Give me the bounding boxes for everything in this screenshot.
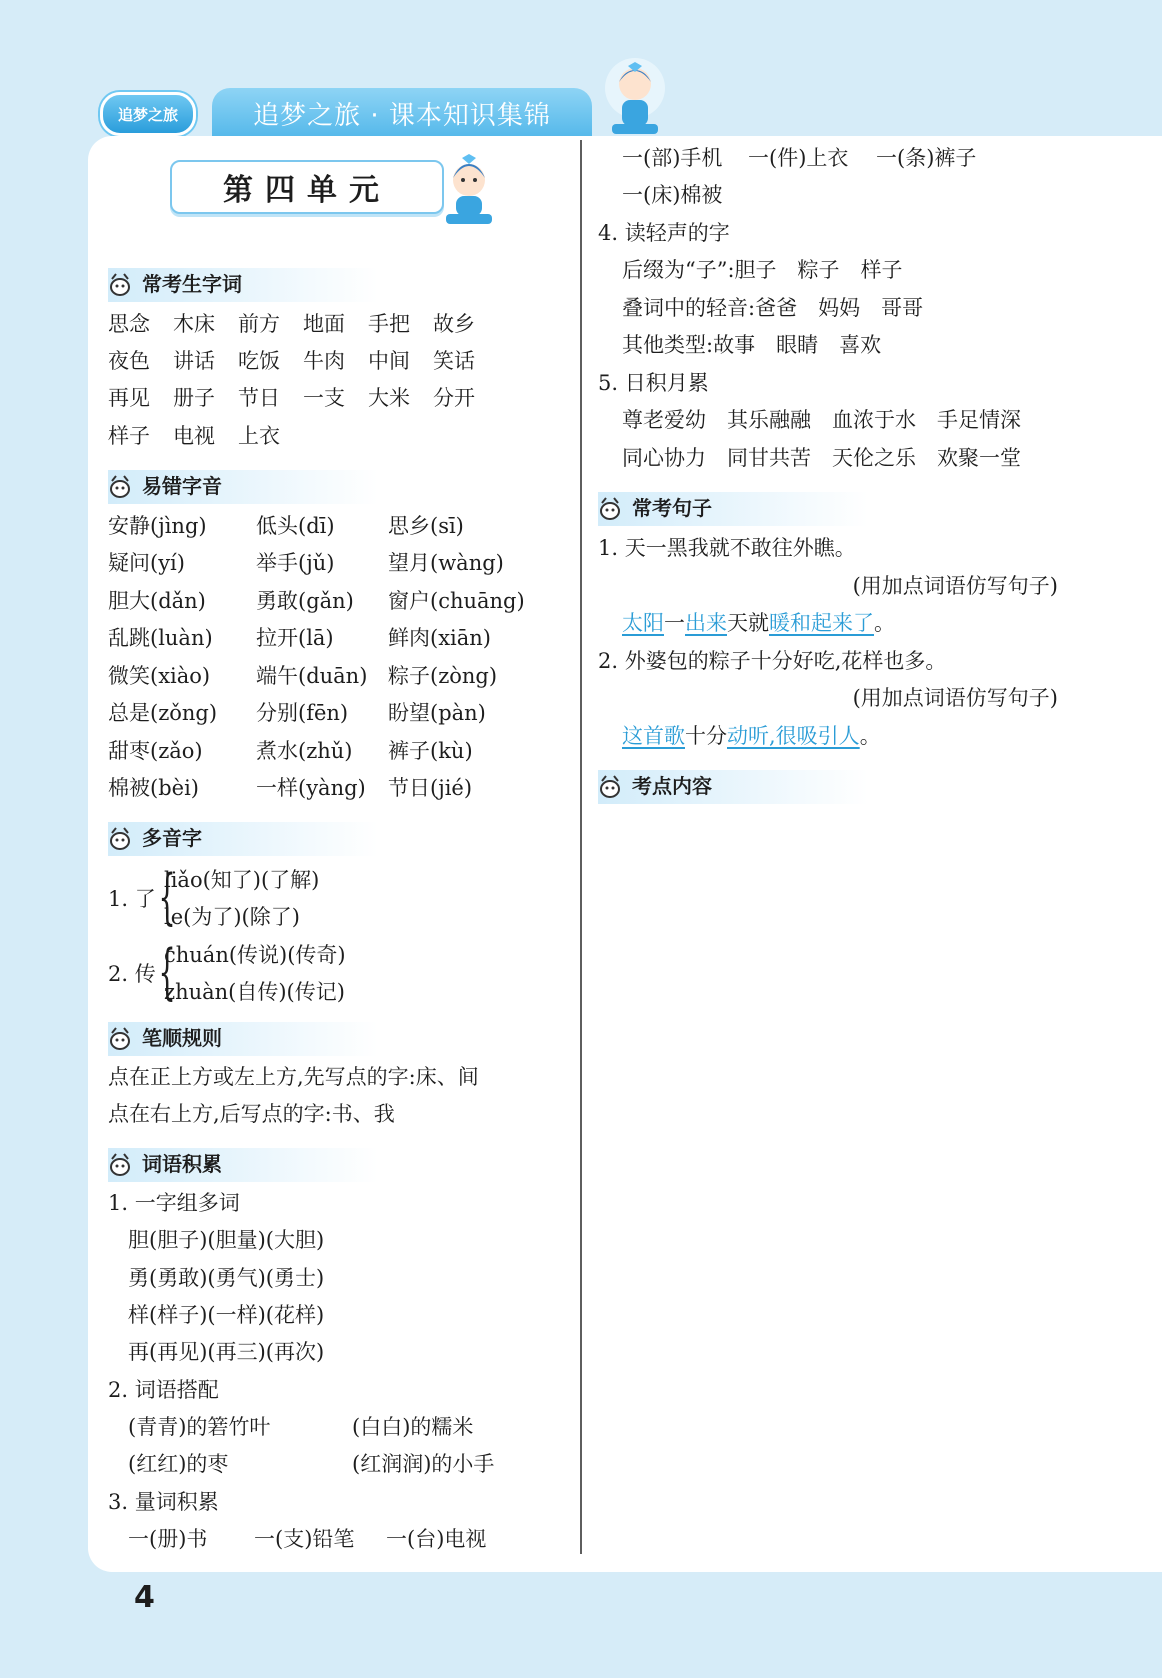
section-header: [108, 470, 378, 504]
measure-word: 一(册)书: [128, 1527, 208, 1551]
sub-heading: 5. 日积月累: [598, 371, 709, 395]
pinyin-row: 疑问(yí) 举手(jǔ) 望月(wàng): [108, 551, 504, 575]
measure-word: 一(支)铅笔: [254, 1527, 355, 1551]
word-pair: (白白)的糯米: [352, 1415, 474, 1439]
example-sentence: 1. 天一黑我就不敢往外瞧。: [598, 536, 856, 560]
section-header: [598, 770, 868, 804]
bee-icon: [106, 271, 134, 299]
rule-line: 点在正上方或左上方,先写点的字:床、间: [108, 1065, 479, 1089]
measure-word: 一(件)上衣: [748, 146, 849, 170]
section-title: 常考句子: [632, 496, 712, 521]
mascot-icon: [600, 54, 670, 138]
header: [100, 82, 680, 136]
measure-word: 一(条)裤子: [876, 146, 977, 170]
section-title: 笔顺规则: [142, 1026, 222, 1051]
column-divider: [580, 140, 582, 1554]
answer-sentence: 这首歌十分动听,很吸引人。: [622, 724, 881, 748]
section-header: [598, 492, 868, 526]
bee-icon: [106, 1151, 134, 1179]
word-pair: (红红)的枣: [128, 1452, 229, 1476]
neutral-tone-line: 后缀为“子”:胆子 粽子 样子: [622, 258, 903, 282]
word-row: 夜色 讲话 吃饭 牛肉 中间 笑话: [108, 349, 475, 373]
pinyin-row: 微笑(xiào) 端午(duān) 粽子(zòng): [108, 664, 498, 688]
word-pair: (红润润)的小手: [352, 1452, 495, 1476]
bee-icon: [106, 473, 134, 501]
brace-icon: {: [158, 937, 176, 1007]
word-row: 再见 册子 节日 一支 大米 分开: [108, 386, 475, 410]
pinyin-row: 安静(jìng) 低头(dī) 思乡(sī): [108, 514, 464, 538]
bee-icon: [106, 1025, 134, 1053]
idiom-line: 同心协力 同甘共苦 天伦之乐 欢聚一堂: [622, 446, 1021, 470]
pinyin-row: 甜枣(zǎo) 煮水(zhǔ) 裤子(kù): [108, 739, 473, 763]
answer-sentence: 太阳一出来天就暖和起来了。: [622, 611, 895, 635]
section-title: 考点内容: [632, 774, 712, 799]
neutral-tone-line: 其他类型:故事 眼睛 喜欢: [622, 333, 882, 357]
word-group: 再(再见)(再三)(再次): [128, 1340, 325, 1364]
idiom-line: 尊老爱幼 其乐融融 血浓于水 手足情深: [622, 408, 1021, 432]
pinyin-row: 总是(zǒng) 分别(fēn) 盼望(pàn): [108, 701, 486, 725]
section-title: 词语积累: [142, 1152, 222, 1177]
sub-heading: 4. 读轻声的字: [598, 221, 730, 245]
bee-icon: [106, 825, 134, 853]
series-logo: 追梦之旅: [100, 92, 196, 136]
neutral-tone-line: 叠词中的轻音:爸爸 妈妈 哥哥: [622, 296, 924, 320]
pinyin-row: 棉被(bèi) 一样(yàng) 节日(jié): [108, 776, 473, 800]
word-group: 勇(勇敢)(勇气)(勇士): [128, 1266, 325, 1290]
section-header: [108, 822, 378, 856]
bee-icon: [596, 773, 624, 801]
word-group: 胆(胆子)(胆量)(大胆): [128, 1228, 325, 1252]
measure-word: 一(床)棉被: [622, 183, 723, 207]
mascot-icon: [432, 150, 506, 226]
header-banner: 追梦之旅 · 课本知识集锦: [212, 88, 592, 138]
word-row: 样子 电视 上衣: [108, 424, 280, 448]
page-number: 4: [134, 1580, 155, 1615]
sub-heading: 2. 词语搭配: [108, 1378, 219, 1402]
pinyin-row: 胆大(dǎn) 勇敢(gǎn) 窗户(chuāng): [108, 589, 525, 613]
section-header: [108, 268, 378, 302]
word-row: 思念 木床 前方 地面 手把 故乡: [108, 312, 475, 336]
section-title: 多音字: [142, 826, 202, 851]
section-header: [108, 1148, 378, 1182]
section-title: 易错字音: [142, 474, 222, 499]
word-pair: (青青)的箬竹叶: [128, 1415, 271, 1439]
measure-word: 一(部)手机: [622, 146, 723, 170]
instruction: (用加点词语仿写句子): [852, 574, 1058, 598]
sub-heading: 1. 一字组多词: [108, 1191, 240, 1215]
bee-icon: [596, 495, 624, 523]
sub-heading: 3. 量词积累: [108, 1490, 219, 1514]
example-sentence: 2. 外婆包的粽子十分好吃,花样也多。: [598, 649, 947, 673]
word-group: 样(样子)(一样)(花样): [128, 1303, 325, 1327]
unit-title: 第四单元: [170, 160, 444, 214]
brace-icon: {: [158, 862, 176, 932]
instruction: (用加点词语仿写句子): [852, 686, 1058, 710]
pinyin-row: 乱跳(luàn) 拉开(lā) 鲜肉(xiān): [108, 626, 491, 650]
section-title: 常考生字词: [142, 272, 242, 297]
rule-line: 点在右上方,后写点的字:书、我: [108, 1102, 395, 1126]
measure-word: 一(台)电视: [386, 1527, 487, 1551]
section-header: [108, 1022, 378, 1056]
